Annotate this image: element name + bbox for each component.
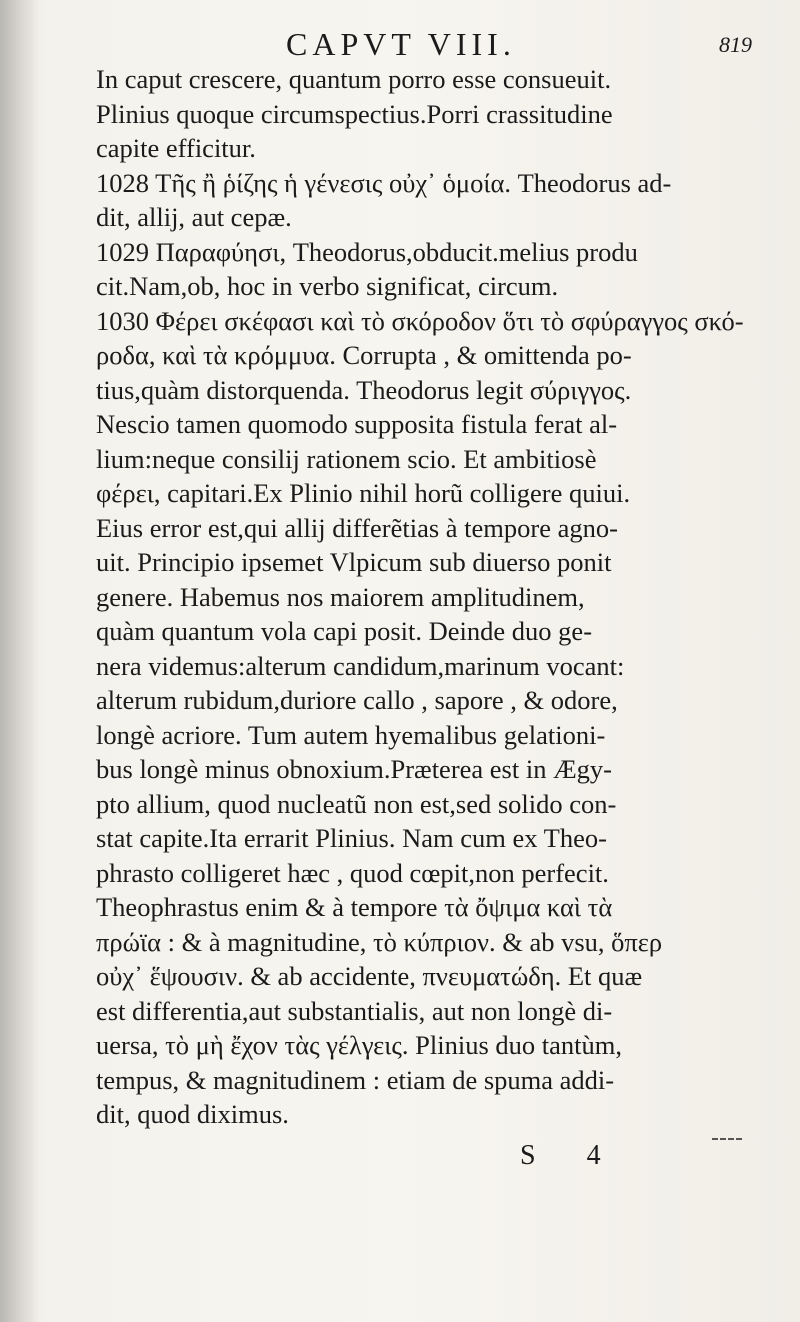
text-line: uit. Principio ipsemet Vlpicum sub diuerso ponit	[96, 547, 612, 577]
text-line: phrasto colligeret hæc , quod cœpit,non perfecit.	[96, 857, 609, 888]
text-line: pto allium, quod nucleatũ non est,sed solido con-	[96, 788, 617, 819]
page-number: 819	[719, 32, 752, 57]
text-line: lium:neque consilij rationem scio. Et ambitiosè	[96, 443, 597, 474]
text-line: tius,quàm distorquenda. Theodorus legit σύριγγος.	[96, 374, 632, 405]
text-line: ροδα, καὶ τὰ κρόμμυα. Corrupta , & omittenda po-	[96, 340, 632, 370]
text-line: 1029 Παραφύησι, Theodorus,obducit.melius produ	[96, 236, 638, 267]
text-line: genere. Habemus nos maiorem amplitudinem,	[96, 581, 585, 612]
text-line: uersa, τὸ μὴ ἔχον τὰς γέλγεις. Plinius duo tantùm,	[96, 1030, 623, 1060]
text-line: stat capite.Ita errarit Plinius. Nam cum ex Theo-	[96, 823, 607, 853]
text-line: Nescio tamen quomodo supposita fistula ferat al-	[96, 409, 618, 439]
text-line: dit, quod diximus.	[96, 1099, 289, 1129]
text-line: alterum rubidum,duriore callo , sapore , & odore,	[96, 685, 618, 715]
text-line: longè acriore. Tum autem hyemalibus gelationi-	[96, 719, 606, 750]
text-line: 1028 Τῆς ἢ ῥίζης ἡ γένεσις οὐχ᾽ ὁμοία. Theodorus ad-	[96, 167, 672, 198]
catchword-ornament	[712, 1138, 742, 1142]
text-line: In caput crescere, quantum porro esse consueuit.	[96, 64, 612, 94]
text-line: οὐχ᾽ ἕψουσιν. & ab accidente, πνευματώδη. Et quæ	[96, 961, 643, 991]
signature-mark: S 4	[520, 1140, 623, 1171]
text-line: bus longè minus obnoxium.Præterea est in Ægy-	[96, 754, 612, 784]
page-gutter	[0, 0, 40, 1322]
text-line: Plinius quoque circumspectius.Porri crassitudine	[96, 98, 613, 129]
text-line: quàm quantum vola capi posit. Deinde duo ge-	[96, 616, 593, 646]
text-line: capite efficitur.	[96, 133, 256, 163]
page-header	[96, 22, 756, 62]
text-line: 1030 Φέρει σκέφασι καὶ τὸ σκόροδον ὅτι τὸ σφύραγγος σκό-	[96, 305, 744, 336]
text-line: est differentia,aut substantialis, aut non longè di-	[96, 995, 613, 1026]
text-line: πρώϊα : & à magnitudine, τὸ κύπριον. & ab vsu, ὅπερ	[96, 926, 663, 957]
text-line: φέρει, capitari.Ex Plinio nihil horũ colligere quiui.	[96, 478, 631, 508]
text-line: Eius error est,qui allij differẽtias à tempore agno-	[96, 512, 618, 543]
body-text	[96, 62, 756, 1132]
text-line: cit.Nam,ob, hoc in verbo significat, circum.	[96, 271, 559, 301]
running-head: CAPVT VIII.	[286, 26, 516, 62]
text-line: Theophrastus enim & à tempore τὰ ὄψιμα καὶ τὰ	[96, 892, 613, 922]
text-line: nera videmus:alterum candidum,marinum vocant:	[96, 650, 625, 681]
text-line: dit, allij, aut cepæ.	[96, 202, 292, 232]
text-line: tempus, & magnitudinem : etiam de spuma addi-	[96, 1064, 615, 1095]
